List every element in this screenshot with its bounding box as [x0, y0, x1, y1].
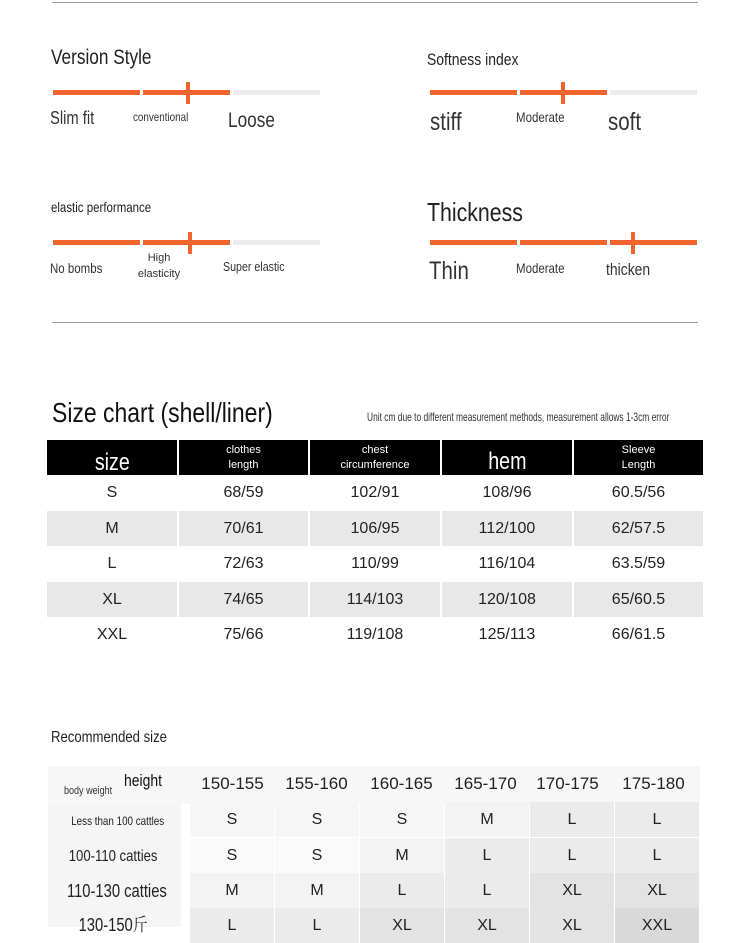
rec-cell: L: [190, 908, 274, 943]
elastic-bar-seg3: [233, 240, 320, 245]
rec-cell: S: [190, 838, 274, 873]
size-chart-header-hem: hem: [442, 440, 572, 475]
rec-height-header: 160-165: [370, 774, 433, 793]
version-style-title: Version Style: [51, 46, 152, 69]
size-chart-header-chest: chest circumference: [310, 440, 440, 475]
table-cell: 125/113: [478, 626, 536, 643]
table-cell: 68/59: [223, 484, 264, 501]
rec-cell: L: [275, 908, 359, 943]
elastic-bar-seg2: [143, 240, 230, 245]
thickness-bar-seg1: [430, 240, 517, 245]
rec-cell: XL: [615, 873, 699, 908]
rec-cell: S: [360, 802, 444, 837]
table-cell: 116/104: [478, 555, 536, 572]
version-style-marker: [186, 82, 190, 104]
table-cell: 120/108: [442, 582, 572, 617]
table-cell: 60.5/56: [611, 484, 666, 501]
rec-cell: L: [445, 838, 529, 873]
table-cell: 74/65: [179, 582, 308, 617]
rec-cell: M: [275, 873, 359, 908]
rec-cell: L: [445, 873, 529, 908]
thickness-bar-seg2: [520, 240, 607, 245]
table-cell: L: [107, 555, 117, 572]
table-cell: 70/61: [179, 511, 308, 546]
thickness-left-label: Thin: [429, 257, 469, 285]
section-divider: [52, 322, 698, 323]
rec-corner-weight: body weight: [64, 785, 113, 797]
rec-cell: M: [190, 873, 274, 908]
rec-cell: M: [360, 838, 444, 873]
table-cell: M: [47, 511, 177, 546]
rec-corner-height: height: [124, 771, 162, 790]
table-cell: 112/100: [442, 511, 572, 546]
rec-height-header: 170-175: [536, 774, 599, 793]
rec-cell: L: [530, 838, 614, 873]
table-cell: 119/108: [346, 626, 404, 643]
size-chart-header-size: size: [47, 440, 177, 475]
rec-cell: S: [275, 838, 359, 873]
table-cell: 106/95: [310, 511, 440, 546]
rec-height-header: 175-180: [622, 774, 685, 793]
size-chart-title: Size chart (shell/liner): [52, 397, 273, 428]
softness-left-label: stiff: [430, 108, 462, 136]
rec-cell: L: [530, 802, 614, 837]
rec-cell: S: [275, 802, 359, 837]
softness-bar-seg3: [610, 90, 697, 95]
softness-mid-label: Moderate: [516, 109, 565, 125]
size-chart-note: Unit cm due to different measurement methods, measurement allows 1-3cm error: [367, 410, 670, 424]
version-style-bar-seg3: [233, 90, 320, 95]
table-cell: 114/103: [310, 582, 440, 617]
softness-title: Softness index: [427, 50, 519, 69]
recommended-title: Recommended size: [51, 729, 167, 746]
rec-cell: L: [615, 802, 699, 837]
elastic-right-label: Super elastic: [223, 259, 285, 274]
rec-cell: XL: [530, 908, 614, 943]
size-chart-header-sleeve: Sleeve Length: [574, 440, 703, 475]
rec-cell: XXL: [615, 908, 699, 943]
rec-row-label: 100-110 catties: [68, 848, 158, 865]
table-cell: 66/61.5: [611, 626, 666, 643]
top-divider: [52, 2, 698, 3]
elastic-mid-label: [137, 250, 181, 282]
version-style-mid-label: conventional: [133, 110, 189, 124]
rec-cell: L: [615, 838, 699, 873]
softness-bar-seg1: [430, 90, 517, 95]
thickness-title: Thickness: [427, 197, 523, 227]
rec-row-label: 110-130 catties: [66, 881, 167, 901]
thickness-mid-label: Moderate: [516, 260, 565, 276]
thickness-marker: [631, 232, 635, 254]
table-cell: 72/63: [223, 555, 264, 572]
version-style-bar-seg1: [53, 90, 140, 95]
rec-cell: M: [445, 802, 529, 837]
elastic-left-label: No bombs: [50, 260, 103, 276]
elastic-mid-line2: elasticity: [137, 268, 181, 280]
table-cell: 65/60.5: [574, 582, 703, 617]
thickness-bar-seg3: [610, 240, 697, 245]
softness-right-label: soft: [608, 108, 642, 136]
table-cell: 102/91: [350, 484, 400, 501]
thickness-right-label: thicken: [606, 260, 651, 279]
rec-cell: XL: [445, 908, 529, 943]
rec-row-label: 130-150斤: [78, 915, 148, 935]
table-cell: XL: [47, 582, 177, 617]
table-cell: 108/96: [482, 484, 532, 501]
elastic-title: elastic performance: [51, 199, 152, 215]
softness-marker: [561, 82, 565, 104]
table-cell: 63.5/59: [611, 555, 666, 572]
rec-height-header: 165-170: [454, 774, 517, 793]
rec-cell: S: [190, 802, 274, 837]
elastic-marker: [188, 232, 192, 254]
rec-height-header: 150-155: [201, 774, 264, 793]
rec-cell: XL: [360, 908, 444, 943]
size-chart-header-length: clothes length: [179, 440, 308, 475]
version-style-left-label: Slim fit: [50, 108, 95, 128]
rec-height-header: 155-160: [285, 774, 348, 793]
table-cell: 110/99: [351, 555, 399, 572]
rec-cell: L: [360, 873, 444, 908]
rec-cell: XL: [530, 873, 614, 908]
elastic-mid-line1: High: [147, 252, 171, 264]
table-cell: 62/57.5: [574, 511, 703, 546]
table-cell: XXL: [96, 626, 128, 643]
elastic-bar-seg1: [53, 240, 140, 245]
table-cell: 75/66: [223, 626, 264, 643]
version-style-right-label: Loose: [228, 109, 275, 132]
table-cell: S: [106, 484, 118, 501]
rec-row-label: Less than 100 cattles: [71, 814, 165, 828]
